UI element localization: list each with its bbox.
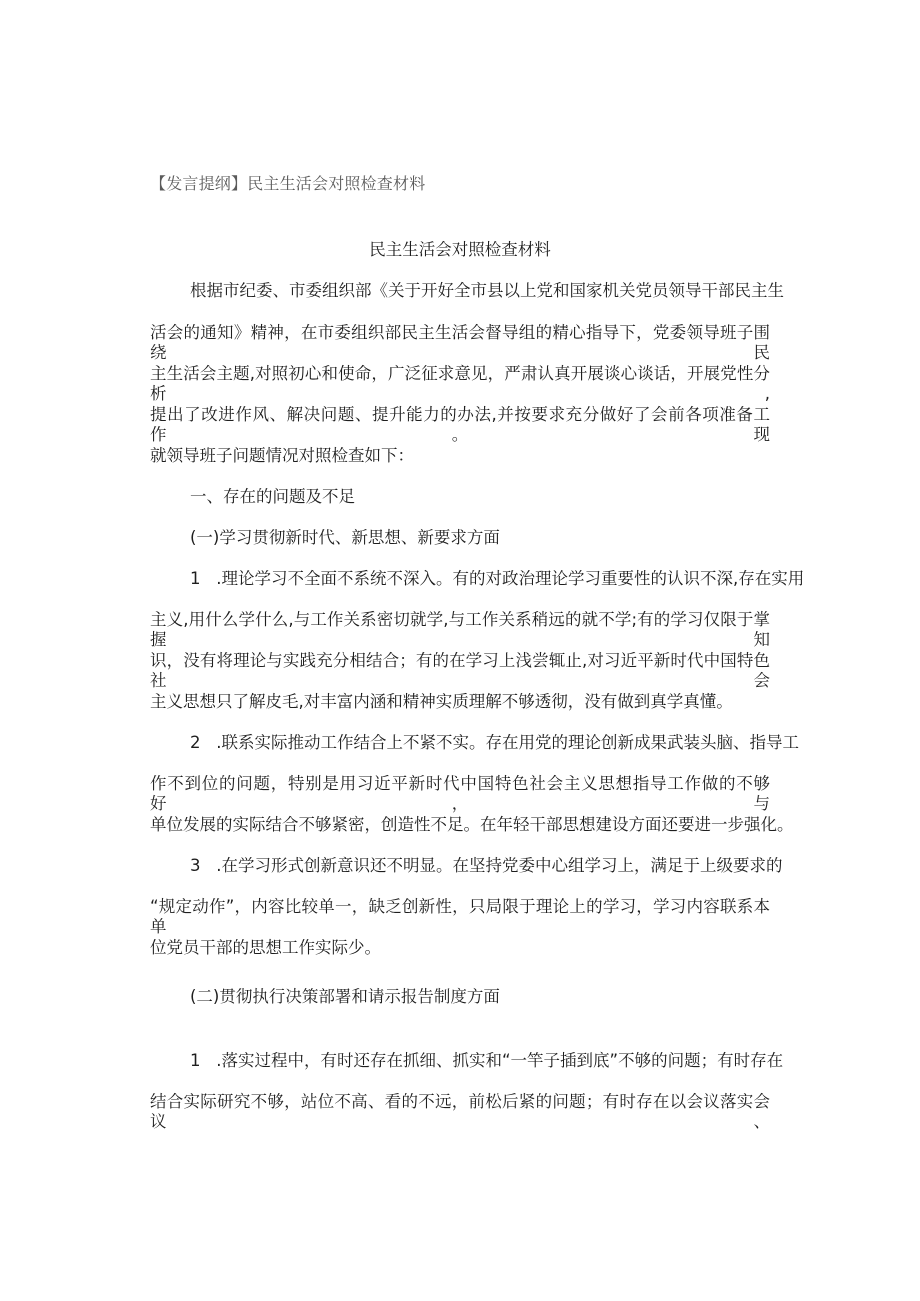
sub-one-item1-line-4: 主义思想只了解皮毛,对丰富内涵和精神实质理解不够透彻，没有做到真学真懂。 (150, 692, 733, 711)
document-title: 民主生活会对照检查材料 (369, 240, 551, 259)
intro-line-2: 活会的通知》精神，在市委组织部民主生活会督导组的精心指导下，党委领导班子围绕民 (150, 323, 770, 362)
sub-one-item3-line-3: 位党员干部的思想工作实际少。 (150, 938, 381, 957)
sub-two-item1-line-1: 1 .落实过程中，有时还存在抓细、抓实和“一竿子插到底”不够的问题；有时存在 (190, 1051, 784, 1070)
intro-line-1: 根据市纪委、市委组织部《关于开好全市县以上党和国家机关党员领导干部民主生 (190, 281, 784, 300)
sub-one-item1-line-1: 1 .理论学习不全面不系统不深入。有的对政治理论学习重要性的认识不深,存在实用 (190, 569, 805, 588)
header-title: 【发言提纲】民主生活会对照检查材料 (150, 174, 426, 193)
sub-one-item3-line-1: 3 .在学习形式创新意识还不明显。在坚持党委中心组学习上，满足于上级要求的 (190, 856, 783, 875)
sub-one-item2-line-3: 单位发展的实际结合不够紧密，创造性不足。在年轻干部思想建设方面还要进一步强化。 (150, 815, 794, 834)
sub-two-heading: (二)贯彻执行决策部署和请示报告制度方面 (190, 987, 500, 1006)
sub-one-heading: (一)学习贯彻新时代、新思想、新要求方面 (190, 528, 500, 547)
sub-one-item3-line-2: “规定动作”，内容比较单一，缺乏创新性，只局限于理论上的学习，学习内容联系本单 (150, 897, 770, 936)
section-one-heading: 一、存在的问题及不足 (190, 487, 355, 506)
sub-one-item1-line-2: 主义,用什么学什么,与工作关系密切就学,与工作关系稍远的就不学;有的学习仅限于掌握知 (150, 610, 770, 649)
sub-one-item1-line-3: 识，没有将理论与实践充分相结合；有的在学习上浅尝辄止,对习近平新时代中国特色社会 (150, 651, 770, 690)
intro-line-4: 提出了改进作风、解决问题、提升能力的办法,并按要求充分做好了会前各项准备工作。现 (150, 405, 770, 444)
sub-two-item1-line-2: 结合实际研究不够，站位不高、看的不远，前松后紧的问题；有时存在以会议落实会议、 (150, 1092, 770, 1131)
sub-one-item2-line-2: 作不到位的问题，特别是用习近平新时代中国特色社会主义思想指导工作做的不够好，与 (150, 774, 770, 813)
intro-line-5: 就领导班子问题情况对照检查如下： (150, 446, 414, 465)
intro-line-3: 主生活会主题,对照初心和使命，广泛征求意见，严肃认真开展谈心谈话，开展党性分析, (150, 364, 770, 403)
sub-one-item2-line-1: 2 .联系实际推动工作结合上不紧不实。存在用党的理论创新成果武装头脑、指导工 (190, 733, 799, 752)
